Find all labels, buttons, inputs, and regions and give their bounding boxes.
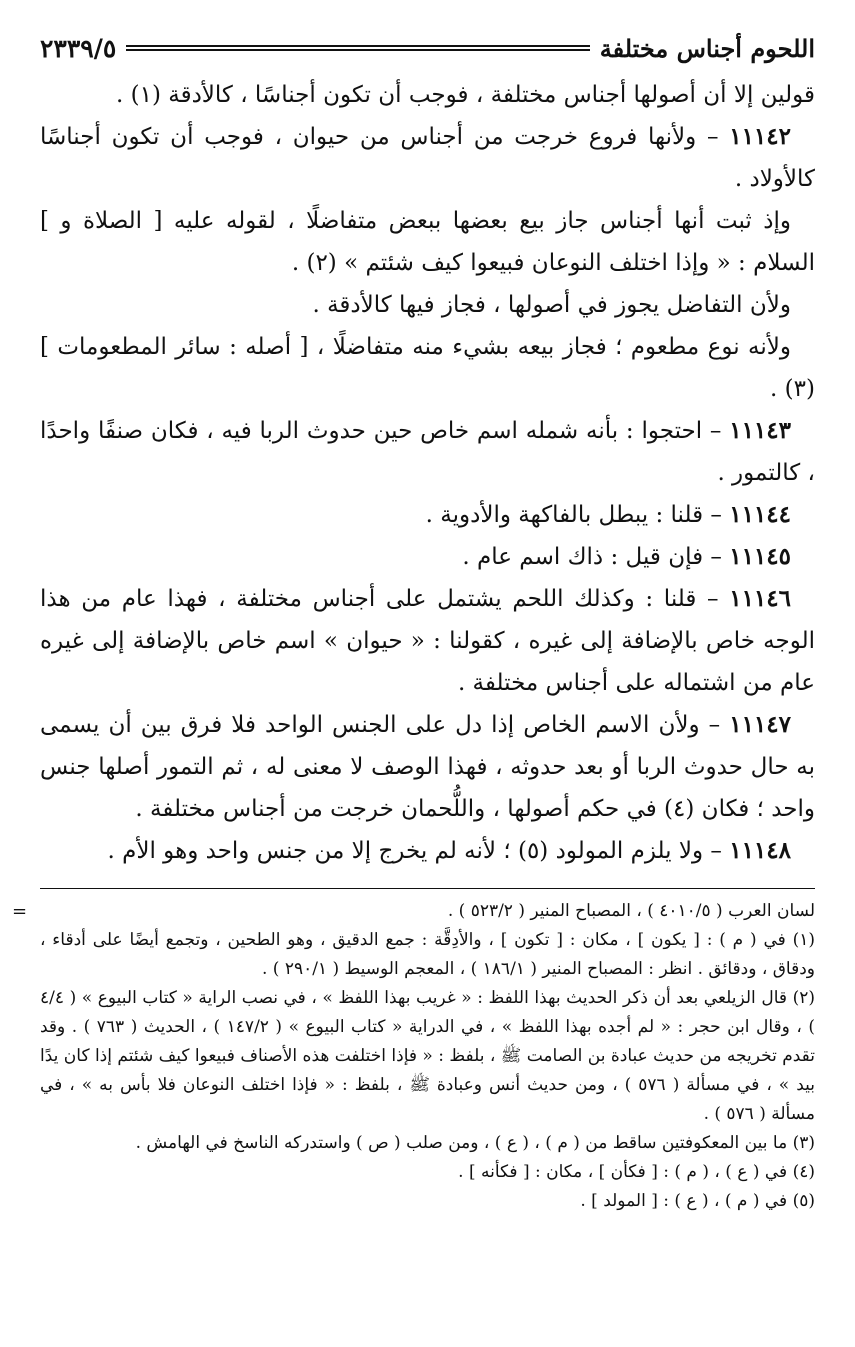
issue-number: ١١١٤٥ <box>729 543 791 570</box>
paragraph: ١١١٤٥ – فإن قيل : ذاك اسم عام . <box>462 543 791 570</box>
header-double-rule <box>126 45 589 51</box>
paragraph: ١١١٤٨ – ولا يلزم المولود (٥) ؛ لأنه لم يخرج إلا من جنس واحد وهو الأم . <box>107 837 791 864</box>
running-header <box>40 28 815 68</box>
paragraph: ١١١٤٢ – ولأنها فروع خرجت من أجناس من حيوان ، فوجب أن تكون أجناسًا كالأولاد . <box>40 123 815 192</box>
issue-number: ١١١٤٧ <box>729 711 791 738</box>
issue-number: ١١١٤٢ <box>729 123 791 150</box>
main-text <box>40 74 815 872</box>
footnote: (٤) في ( ع ) ، ( م ) : [ فكأن ] ، مكان : [ فكأنه ] . <box>458 1162 815 1182</box>
issue-number: ١١١٤٨ <box>729 837 791 864</box>
paragraph: ١١١٤٣ – احتجوا : بأنه شمله اسم خاص حين حدوث الربا فيه ، فكان صنفًا واحدًا ، كالتمور . <box>40 417 815 486</box>
page-number: ٢٣٣٩/٥ <box>40 33 117 63</box>
running-title: اللحوم أجناس مختلفة <box>599 33 815 63</box>
footnote-separator <box>40 888 815 889</box>
footnote: (٢) قال الزيلعي بعد أن ذكر الحديث بهذا اللفظ : « غريب بهذا اللفظ » ، في نصب الراية « كتاب البيوع » ( ٤/٤ ) ، وقال ابن حجر : « لم أجده بهذا اللفظ » ، في الدراية « كتاب البيوع » ( ١٤٧/٢ ) ، الحديث ( ٧٦٣ ) . وقد تقدم تخريجه من حديث عبادة بن الصامت ﷺ ، بلفظ : « فإذا اختلفت هذه الأصناف فبيعوا كيف شئتم إذا كان يدًا بيد » ، في مسألة ( ٥٧٦ ) ، ومن حديث أنس وعبادة ﷺ ، بلفظ : « فإذا اختلف النوعان فلا بأس به » ، في مسألة ( ٥٧٦ ) . <box>40 988 816 1124</box>
issue-number: ١١١٤٦ <box>729 585 791 612</box>
footnote: (١) في ( م ) : [ يكون ] ، مكان : [ تكون ] ، والأدِقَّة : جمع الدقيق ، وهو الطحين ، وتجمع أيضًا على أدقاء ، ودقاق ، ودقائق . انظر : المصباح المنير ( ١٨٦/١ ) ، المعجم الوسيط ( ٢٩٠/١ ) . <box>40 930 815 979</box>
paragraph: ولأن التفاضل يجوز في أصولها ، فجاز فيها كالأدقة . <box>312 292 791 318</box>
paragraph: وإذ ثبت أنها أجناس جاز بيع بعضها ببعض متفاضلًا ، لقوله عليه [ الصلاة و ] السلام : « وإذا اختلف النوعان فبيعوا كيف شئتم » (٢) . <box>40 208 815 276</box>
footnote-continued: = لسان العرب ( ٤٠١٠/٥ ) ، المصباح المنير ( ٥٢٣/٢ ) . <box>40 897 815 926</box>
paragraph: ١١١٤٧ – ولأن الاسم الخاص إذا دل على الجنس الواحد فلا فرق بين أن يسمى به حال حدوث الربا أو بعد حدوثه ، فهذا الوصف لا معنى له ، ثم التمور أصلها جنس واحد ؛ فكان (٤) في حكم أصولها ، واللُّحمان خرجت من أجناس مختلفة . <box>40 711 815 822</box>
paragraph: ولأنه نوع مطعوم ؛ فجاز بيعه بشيء منه متفاضلًا ، [ أصله : سائر المطعومات ] (٣) . <box>40 334 815 402</box>
issue-number: ١١١٤٣ <box>729 417 791 444</box>
paragraph: ١١١٤٤ – قلنا : يبطل بالفاكهة والأدوية . <box>425 501 791 528</box>
footnote: (٣) ما بين المعكوفتين ساقط من ( م ) ، ( ع ) ، ومن صلب ( ص ) واستدركه الناسخ في الهامش . <box>135 1133 815 1153</box>
paragraph: قولين إلا أن أصولها أجناس مختلفة ، فوجب أن تكون أجناسًا ، كالأدقة (١) . <box>115 82 815 108</box>
issue-number: ١١١٤٤ <box>729 501 791 528</box>
continuation-mark: = <box>12 901 28 922</box>
paragraph: ١١١٤٦ – قلنا : وكذلك اللحم يشتمل على أجناس مختلفة ، فهذا عام من هذا الوجه خاص بالإضافة إلى غيره ، كقولنا : « حيوان » اسم خاص بالإضافة إلى غيره عام من اشتماله على أجناس مختلفة . <box>40 585 815 696</box>
footnotes <box>12 897 816 1216</box>
footnote: (٥) في ( م ) ، ( ع ) : [ المولد ] . <box>580 1191 815 1211</box>
